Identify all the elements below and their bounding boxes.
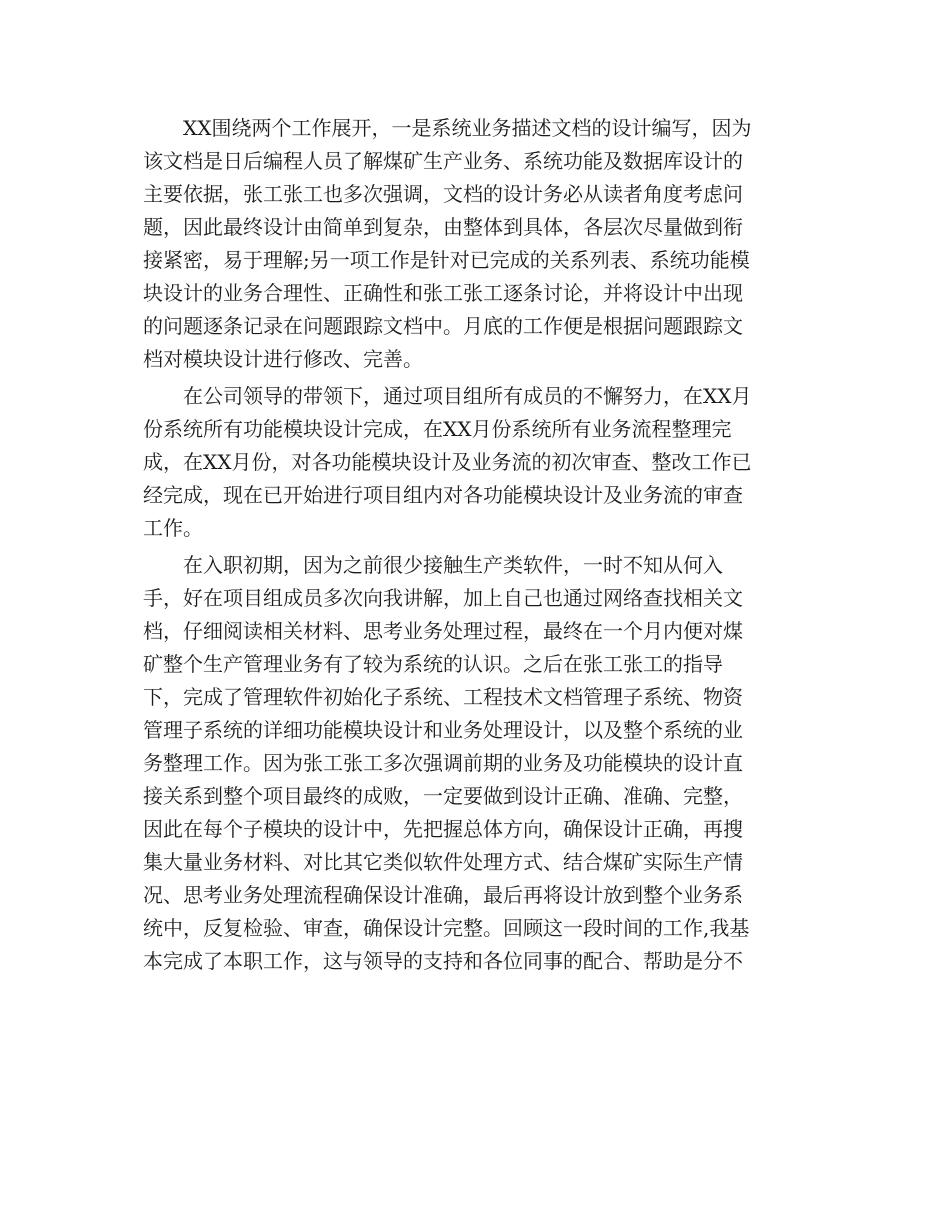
text-line: 档，仔细阅读相关材料、思考业务处理过程，最终在一个月内便对煤 [143, 619, 743, 643]
text-line: 的问题逐条记录在问题跟踪文档中。月底的工作便是根据问题跟踪文 [143, 314, 743, 338]
text-line: 经完成，现在已开始进行项目组内对各功能模块设计及业务流的审查 [143, 483, 743, 507]
text-line: XX围绕两个工作展开，一是系统业务描述文档的设计编写，因为 [143, 116, 752, 140]
text-line: 块设计的业务合理性、正确性和张工张工逐条讨论，并将设计中出现 [143, 281, 743, 305]
text-line: 因此在每个子模块的设计中，先把握总体方向，确保设计正确，再搜 [143, 817, 743, 841]
text-line: 务整理工作。因为张工张工多次强调前期的业务及功能模块的设计直 [143, 751, 743, 775]
text-line: 集大量业务材料、对比其它类似软件处理方式、结合煤矿实际生产情 [143, 850, 743, 874]
text-line: 本完成了本职工作，这与领导的支持和各位同事的配合、帮助是分不 [143, 949, 743, 973]
text-line: 接紧密，易于理解;另一项工作是针对已完成的关系列表、系统功能模 [143, 248, 750, 272]
paragraph-2 [143, 380, 808, 545]
text-line: 况、思考业务处理流程确保设计准确，最后再将设计放到整个业务系 [143, 883, 743, 907]
text-line: 统中，反复检验、审查，确保设计完整。回顾这一段时间的工作,我基 [143, 916, 750, 940]
text-line: 下，完成了管理软件初始化子系统、工程技术文档管理子系统、物资 [143, 685, 743, 709]
text-line: 成，在XX月份，对各功能模块设计及业务流的初次审查、整改工作已 [143, 450, 752, 474]
text-line: 在入职初期，因为之前很少接触生产类软件，一时不知从何入 [143, 553, 723, 577]
text-line: 工作。 [143, 516, 203, 540]
text-line: 管理子系统的详细功能模块设计和业务处理设计，以及整个系统的业 [143, 718, 743, 742]
text-line: 档对模块设计进行修改、完善。 [143, 347, 423, 371]
text-line: 题，因此最终设计由简单到复杂，由整体到具体，各层次尽量做到衔 [143, 215, 743, 239]
text-line: 主要依据，张工张工也多次强调，文档的设计务必从读者角度考虑问 [143, 182, 743, 206]
text-line: 该文档是日后编程人员了解煤矿生产业务、系统功能及数据库设计的 [143, 149, 743, 173]
document-body [143, 112, 808, 978]
text-line: 份系统所有功能模块设计完成，在XX月份系统所有业务流程整理完 [143, 417, 732, 441]
text-line: 接关系到整个项目最终的成败，一定要做到设计正确、准确、完整， [143, 784, 743, 808]
text-line: 手，好在项目组成员多次向我讲解，加上自己也通过网络查找相关文 [143, 586, 743, 610]
text-line: 矿整个生产管理业务有了较为系统的认识。之后在张工张工的指导 [143, 652, 723, 676]
paragraph-1 [143, 112, 808, 376]
paragraph-3 [143, 549, 808, 978]
text-line: 在公司领导的带领下，通过项目组所有成员的不懈努力，在XX月 [143, 384, 752, 408]
